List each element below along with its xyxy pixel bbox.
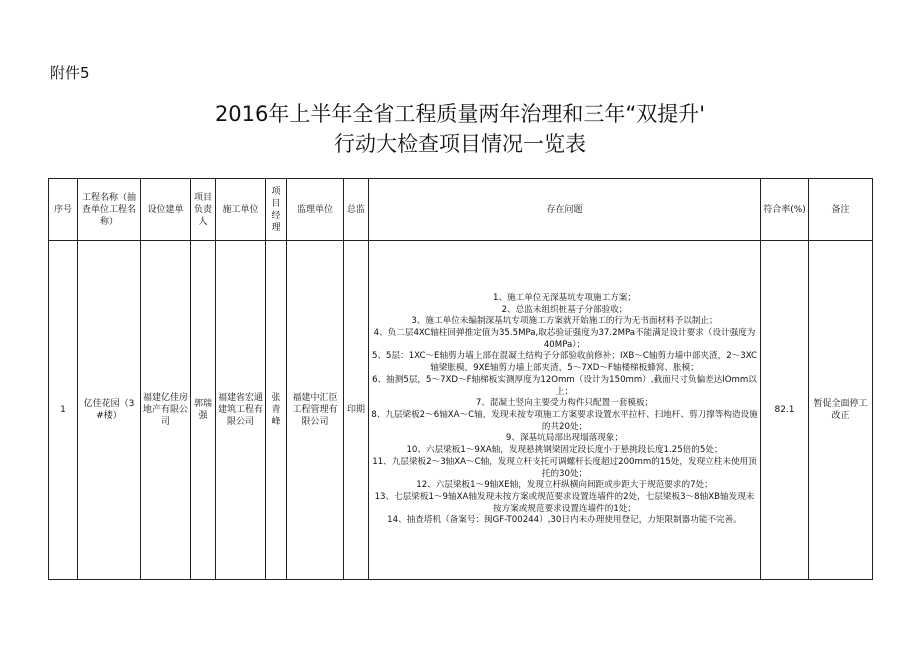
- cell-project-manager: 张青峰: [266, 241, 287, 580]
- issue-item: 14、抽查塔机（备案号：闽GF-T00244）,30日内未办理使用登记，力矩限制器功能不完善。: [387, 515, 742, 526]
- issue-item: 5、5层：1XC～E轴剪力墙上部在混凝土结构子分部验收前修补；IXB～C轴剪力墙中部夹渣，2～3XC轴梁胀模，9XE轴剪力墙上部夹渣，5～7XD～F轴楼梯板蜂窝、胀模；: [372, 351, 757, 374]
- table-row: [49, 241, 873, 580]
- issue-item: 2、总监未组织桩基子分部验收；: [501, 304, 628, 315]
- issue-item: 9、深基坑局部出现塌落现象；: [505, 433, 624, 444]
- header-chief-supervisor: 总监: [344, 179, 369, 241]
- header-seq: 序号: [49, 179, 78, 241]
- cell-project: 亿佳花园（3#楼）: [78, 241, 141, 580]
- issue-item: 10、六层梁板1～9XA轴，发现悬挑钢梁固定段长度小于悬挑段长度1.25倍的5处；: [406, 445, 723, 456]
- header-manager: 项目负责人: [191, 179, 216, 241]
- cell-remarks: 暂促全面停工改正: [809, 241, 873, 580]
- inspection-table: [48, 178, 873, 580]
- issue-item: 8、九层梁板2～6轴XA～C轴，发现未按专项施工方案要求设置水平拉杆、扫地杆、剪刀撑等构造设施的共20处；: [371, 410, 758, 432]
- header-supervisor-unit: 监理单位: [287, 179, 344, 241]
- header-contractor: 施工单位: [216, 179, 266, 241]
- header-rate: 符合率(%): [761, 179, 809, 241]
- header-builder: 设位建单: [141, 179, 191, 241]
- cell-seq: 1: [49, 241, 78, 580]
- header-issues: 存在问题: [369, 179, 761, 241]
- cell-contractor: 福建省宏通建筑工程有限公司: [216, 241, 266, 580]
- issue-item: 7、混凝土竖向主要受力构件只配置一套模板；: [475, 398, 654, 409]
- header-project-manager: 项目经理: [266, 179, 287, 241]
- issue-item: 1、施工单位无深基坑专项施工方案；: [493, 292, 636, 303]
- page-subtitle: 行动大检查项目情况一览表: [334, 132, 586, 156]
- cell-rate: 82.1: [761, 241, 809, 580]
- issue-item: 13、七层梁板1～9轴XA轴发现未按方案或规范要求设置连墙件的2处，七层梁板3～8轴XB轴发现未按方案或规范要求设置连墙件的1处；: [374, 491, 755, 514]
- issue-item: 3、施工单位未编制深基坑专项施工方案就开始施工的行为无书面材料予以制止；: [411, 316, 718, 327]
- issue-item: 11、九层梁板2～3轴XA～C轴，发现立杆支托可调螺杆长度超过200mm的15处，发现立柱未使用顶托的30处；: [372, 456, 757, 479]
- table-header-row: [49, 179, 873, 241]
- attachment-label: 附件5: [50, 64, 90, 82]
- header-project: 工程名称（抽查单位工程名称）: [78, 179, 141, 241]
- issue-item: 12、六层梁板1～9轴XE轴，发现立杆纵横向间距或步距大于规范要求的7处；: [416, 480, 713, 491]
- issue-item: 4、负二层4XC轴柱回弹推定值为35.5MPa,取芯验证强度为37.2MPa不能满足设计要求（设计强度为40MPa）；: [373, 328, 756, 350]
- cell-issues: [369, 241, 761, 580]
- issue-item: 6、抽测5层，5～7XD～F轴梯板实测厚度为12Omm（设计为150mm）,截面尺寸负偏差达lOmm以上；: [372, 374, 757, 397]
- cell-builder: 福建亿佳房地产有限公司: [141, 241, 191, 580]
- header-remarks: 备注: [809, 179, 873, 241]
- cell-manager: 郭瑞强: [191, 241, 216, 580]
- cell-supervisor-unit: 福建中汇臣工程管理有限公司: [287, 241, 344, 580]
- page-title: 2016年上半年全省工程质量两年治理和三年“双提升': [214, 102, 706, 126]
- cell-chief-supervisor: 印期: [344, 241, 369, 580]
